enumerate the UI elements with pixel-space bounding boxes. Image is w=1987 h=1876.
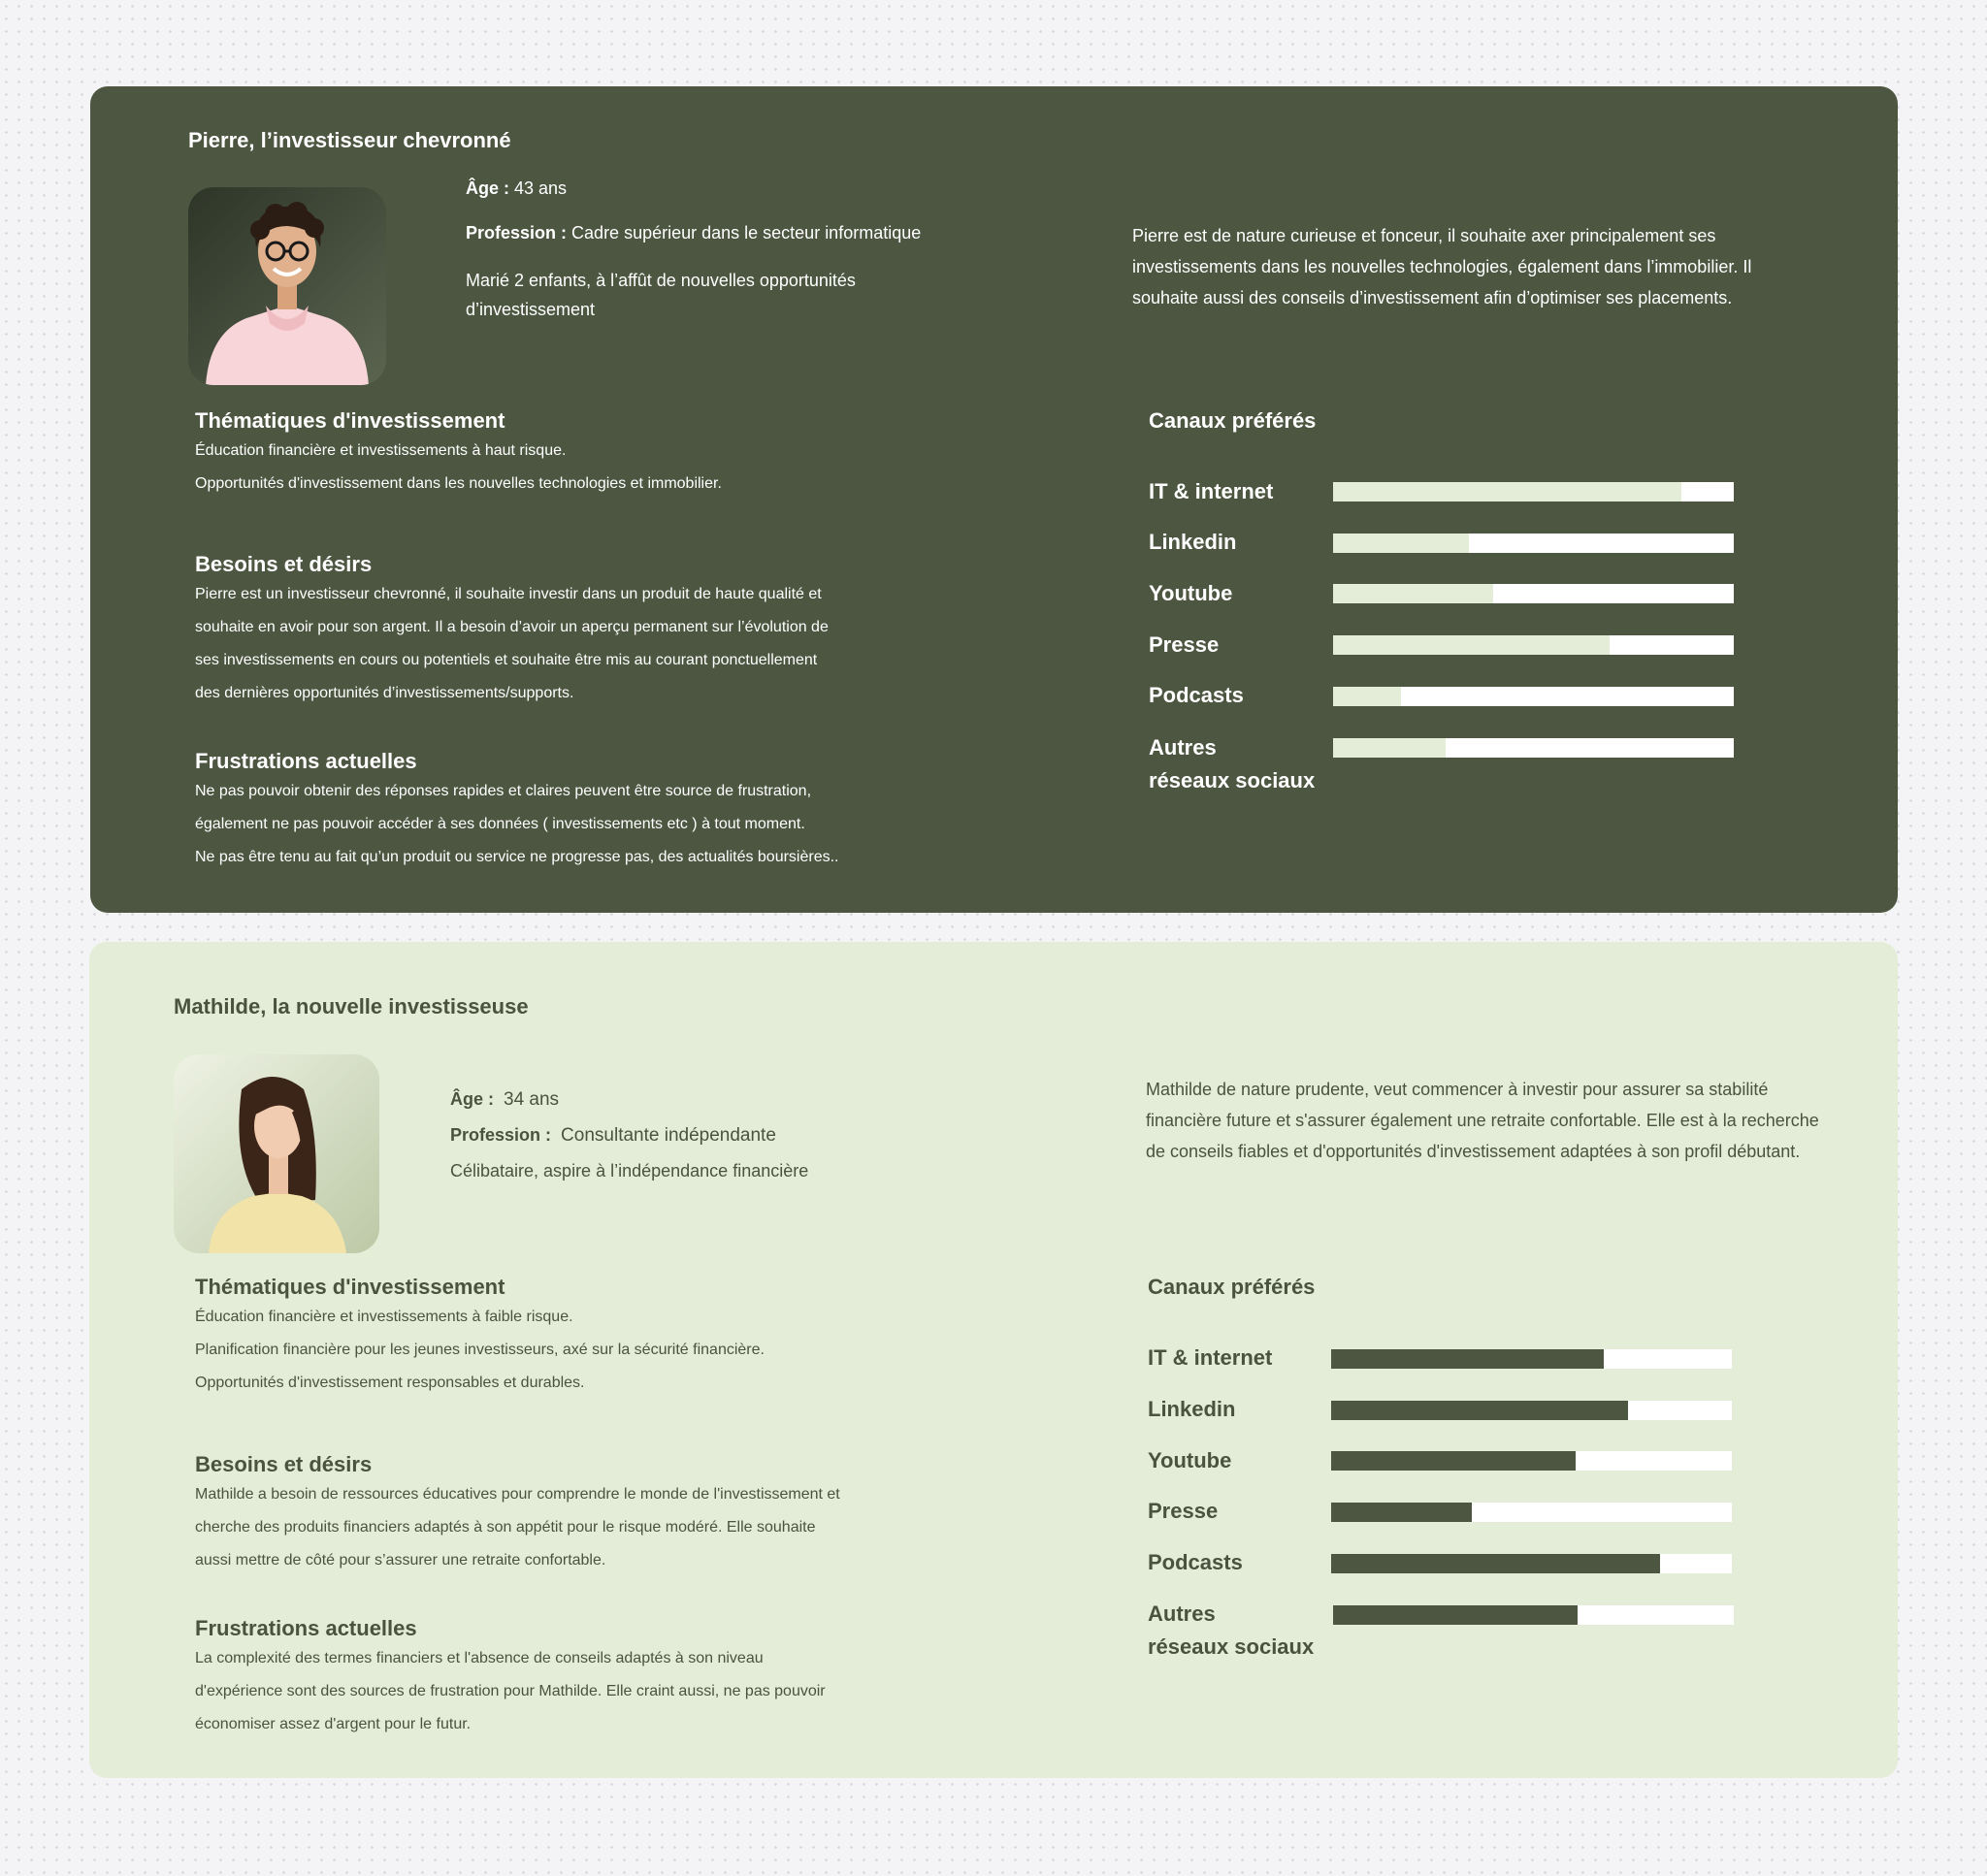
channels-title: Canaux préférés [1148, 1275, 1316, 1299]
channel-bar [1331, 1349, 1732, 1369]
channel-bar [1333, 1605, 1734, 1625]
persona-description: Mathilde de nature prudente, veut commencer à investir pour assurer sa stabilité financière future et s'assurer également une retraite confortable. Elle est à la recherche de conseils fiables et d'opportunités d'investissement adaptées à son profil débutant. [1146, 1080, 1819, 1161]
channel-bar-fill [1331, 1451, 1576, 1471]
section-line: Pierre est un investisseur chevronné, il souhaite investir dans un produit de haute qualité et [195, 586, 822, 602]
avatar [188, 187, 386, 385]
channel-label: IT & internet [1148, 1345, 1273, 1370]
section-title: Frustrations actuelles [195, 1616, 417, 1640]
channel-bar-fill [1333, 738, 1446, 758]
family-situation: Célibataire, aspire à l’indépendance financière [450, 1161, 809, 1181]
channel-label [1149, 731, 1315, 797]
section-title: Thématiques d'investissement [195, 1275, 505, 1299]
section-line: d'expérience sont des sources de frustration pour Mathilde. Elle craint aussi, ne pas pouvoir [195, 1683, 826, 1699]
channel-bar [1331, 1401, 1732, 1420]
channel-label: Presse [1149, 632, 1220, 657]
section-line: cherche des produits financiers adaptés à son appétit pour le risque modéré. Elle souhaite [195, 1519, 816, 1536]
section-body [195, 1478, 932, 1577]
section-line: Ne pas pouvoir obtenir des réponses rapides et claires peuvent être source de frustration, [195, 783, 812, 799]
persona-info [466, 177, 922, 324]
persona-name: Pierre, l’investisseur chevronné [188, 128, 511, 152]
section-line: Mathilde a besoin de ressources éducatives pour comprendre le monde de l'investissement et [195, 1486, 840, 1503]
channel-bar-fill [1333, 687, 1401, 706]
age-label: Âge : [450, 1089, 494, 1109]
man-portrait-icon [188, 187, 386, 385]
age-label: Âge : [466, 178, 509, 198]
channel-bar [1333, 584, 1734, 603]
profession-label: Profession : [450, 1125, 552, 1145]
section-line: Planification financière pour les jeunes investisseurs, axé sur la sécurité financière. [195, 1342, 765, 1358]
channel-bar-fill [1333, 1605, 1578, 1625]
channel-bar-fill [1331, 1503, 1472, 1522]
section-title: Besoins et désirs [195, 552, 373, 576]
channel-label: Presse [1148, 1499, 1219, 1523]
section-line: Opportunités d'investissement dans les nouvelles technologies et immobilier. [195, 475, 722, 492]
profession-value: Consultante indépendante [561, 1125, 776, 1146]
investment-themes-section [195, 1275, 932, 1400]
channel-label: Linkedin [1148, 1397, 1236, 1421]
channel-bar [1333, 687, 1734, 706]
frustrations-section [195, 1616, 932, 1741]
channel-bar [1331, 1503, 1732, 1522]
channel-label: Youtube [1149, 581, 1233, 605]
age-value: 34 ans [504, 1089, 560, 1110]
woman-portrait-icon [174, 1054, 379, 1253]
persona-description: Pierre est de nature curieuse et fonceur, il souhaite axer principalement ses investissements dans les nouvelles technologies, également dans l’immobilier. Il souhaite aussi des conseils d’investissement afin d’optimiser ses placements. [1132, 226, 1752, 307]
channel-label-line: réseaux sociaux [1149, 768, 1316, 792]
channel-bar-fill [1333, 534, 1469, 553]
section-body [195, 435, 913, 501]
avatar [174, 1054, 379, 1253]
needs-desires-section [195, 552, 913, 710]
channel-bar-fill [1333, 584, 1493, 603]
section-line: Éducation financière et investissements à haut risque. [195, 442, 567, 459]
channel-bar [1331, 1554, 1732, 1573]
section-line: La complexité des termes financiers et l'absence de conseils adaptés à son niveau [195, 1650, 764, 1666]
section-body [195, 1301, 932, 1400]
section-title: Besoins et désirs [195, 1452, 373, 1476]
channel-bar [1333, 635, 1734, 655]
persona-name: Mathilde, la nouvelle investisseuse [174, 994, 529, 1019]
persona-card-mathilde [89, 942, 1898, 1778]
age-value: 43 ans [514, 178, 568, 198]
channel-label [1148, 1598, 1314, 1664]
section-line: des dernières opportunités d’investissements/supports. [195, 685, 574, 701]
channel-bar-fill [1333, 482, 1681, 501]
section-line: ses investissements en cours ou potentiels et souhaite être mis au courant ponctuellement [195, 652, 818, 668]
section-line: Ne pas être tenu au fait qu’un produit ou service ne progresse pas, des actualités boursières.. [195, 849, 839, 865]
channel-label: Linkedin [1149, 530, 1237, 554]
channel-bar-fill [1331, 1349, 1604, 1369]
profession-value: Cadre supérieur dans le secteur informatique [571, 223, 922, 243]
frustrations-section [195, 749, 913, 874]
section-line: souhaite en avoir pour son argent. Il a besoin d’avoir un aperçu permanent sur l’évolution de [195, 619, 829, 635]
needs-desires-section [195, 1452, 932, 1577]
channel-bar [1333, 738, 1734, 758]
family-situation: Marié 2 enfants, à l’affût de nouvelles opportunités d’investissement [466, 271, 856, 319]
investment-themes-section [195, 408, 913, 501]
section-line: Éducation financière et investissements à faible risque. [195, 1309, 573, 1325]
channel-bar-fill [1331, 1554, 1660, 1573]
section-line: économiser assez d'argent pour le futur. [195, 1716, 472, 1732]
channels-title: Canaux préférés [1149, 408, 1317, 433]
channel-label-line: réseaux sociaux [1148, 1634, 1315, 1659]
profession-label: Profession : [466, 223, 568, 243]
channel-label: IT & internet [1149, 479, 1274, 503]
section-line: aussi mettre de côté pour s’assurer une retraite confortable. [195, 1552, 606, 1569]
section-title: Frustrations actuelles [195, 749, 417, 773]
section-line: également ne pas pouvoir accéder à ses données ( investissements etc ) à tout moment. [195, 816, 805, 832]
section-title: Thématiques d'investissement [195, 408, 505, 433]
channel-label-line: Autres [1148, 1601, 1216, 1626]
section-body [195, 775, 913, 874]
channel-bar [1333, 534, 1734, 553]
channel-label-line: Autres [1149, 735, 1217, 760]
channel-label: Youtube [1148, 1448, 1232, 1472]
section-line: Opportunités d'investissement responsables et durables. [195, 1375, 585, 1391]
persona-card-pierre [90, 86, 1898, 913]
channel-bar-fill [1331, 1401, 1628, 1420]
channel-bar [1333, 482, 1734, 501]
channel-bar [1331, 1451, 1732, 1471]
channel-label: Podcasts [1149, 683, 1244, 707]
section-body [195, 1642, 932, 1741]
channel-label: Podcasts [1148, 1550, 1243, 1574]
section-body [195, 578, 913, 710]
persona-info [450, 1087, 906, 1182]
channel-bar-fill [1333, 635, 1610, 655]
